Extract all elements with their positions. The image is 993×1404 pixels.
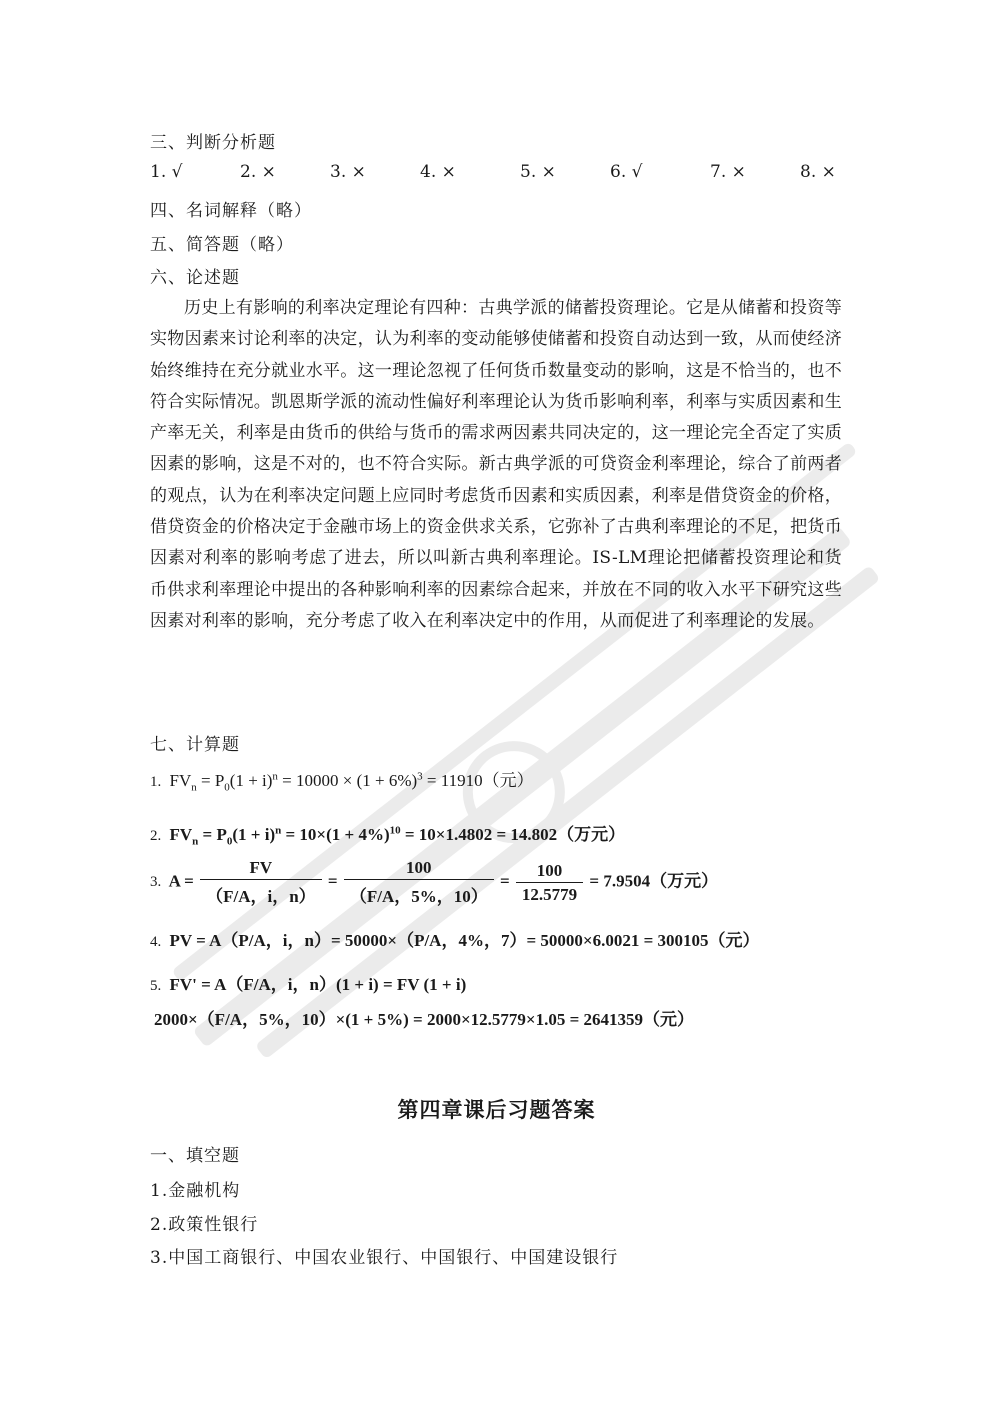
fill-answer: 2.政策性银行 (150, 1215, 259, 1235)
judgment-answer: 3. × (330, 162, 366, 182)
fill-answer: 3.中国工商银行、中国农业银行、中国银行、中国建设银行 (150, 1248, 619, 1268)
calc-number: 5. (150, 978, 162, 994)
calc-formula: FV' = A（F/A，i，n）(1 + i) = FV (1 + i) (169, 975, 467, 994)
fill-answer: 1.金融机构 (150, 1181, 241, 1201)
judgment-answers (150, 162, 845, 186)
calc-item-5-line2: 2000×（F/A，5%，10）×(1 + 5%) = 2000×12.5779×1.05 = 2641359（元） (154, 1010, 695, 1029)
calc-formula: PV = A（P/A，i，n）= 50000×（P/A，4%，7）= 50000×6.0021 = 300105（元） (169, 931, 760, 950)
calc-number: 3. (150, 874, 162, 891)
judgment-answer: 6. √ (610, 162, 643, 182)
calc-item-1 (150, 766, 534, 793)
calc-lhs: A = (168, 871, 199, 891)
calc-result: = 7.9504（万元） (585, 871, 719, 891)
judgment-answer: 5. × (520, 162, 556, 182)
judgment-answer: 1. √ (150, 162, 183, 182)
section-calc-title: 七、计算题 (150, 735, 240, 755)
section-essay-title: 六、论述题 (150, 268, 240, 288)
judgment-answer: 2. × (240, 162, 276, 182)
calc-item-2 (150, 820, 625, 847)
judgment-answer: 7. × (710, 162, 746, 182)
calc-formula: $FV_n = P_0(1 + i)^n = 10000 \times (1 + 6\%)^3 = 11910$（元） (169, 770, 534, 794)
fraction: $\frac{100}{(F/A,5\%,10)}$ (344, 858, 494, 907)
calc-number: 1. (150, 774, 162, 790)
essay-paragraph: 历史上有影响的利率决定理论有四种：古典学派的储蓄投资理论。它是从储蓄和投资等实物因素来讨论利率的决定，认为利率的变动能够使储蓄和投资自动达到一致，从而使经济始终维持在充分就业水平。这一理论忽视了任何货币数量变动的影响，这是不恰当的，也不符合实际情况。凯恩斯学派的流动性偏好利率理论认为货币影响利率，利率与实质因素和生产率无关，利率是由货币的供给与货币的需求两因素共同决定的，这一理论完全否定了实质因素的影响，这是不对的，也不符合实际。新古典学派的可贷资金利率理论，综合了前两者的观点，认为在利率决定问题上应同时考虑货币因素和实质因素，利率是借贷资金的价格，借贷资金的价格决定于金融市场上的资金供求关系，它弥补了古典利率理论的不足，把货币因素对利率的影响考虑了进去，所以叫新古典利率理论。IS-LM理论把储蓄投资理论和货币供求利率理论中提出的各种影响利率的因素综合起来，并放在不同的收入水平下研究这些因素对利率的影响，充分考虑了收入在利率决定中的作用，从而促进了利率理论的发展。 (150, 298, 842, 631)
calc-item-3: 3. A = $\frac{FV}{(F/A,i,n)}$ = $\frac{100}{(F/A,5\%,10)}$ = $\frac{100}{12.5779}$ = 7.9504（万元） (150, 858, 719, 906)
section-terms-title: 四、名词解释（略） (150, 201, 312, 221)
section-fill-title: 一、填空题 (150, 1146, 240, 1166)
calc-item-4 (150, 926, 760, 951)
section-judgment-title: 三、判断分析题 (150, 133, 276, 153)
fraction: $\frac{100}{12.5779}$ (516, 861, 583, 905)
calc-item-5 (150, 970, 466, 995)
judgment-answer: 4. × (420, 162, 456, 182)
fraction: $\frac{FV}{(F/A,i,n)}$ (200, 858, 322, 907)
chapter-title: 第四章课后习题答案 (397, 1097, 596, 1122)
judgment-answer: 8. × (800, 162, 836, 182)
calc-number: 2. (150, 828, 162, 844)
calc-number: 4. (150, 934, 162, 950)
section-short-answer-title: 五、简答题（略） (150, 235, 294, 255)
calc-formula: $FV_n = P_0(1 + i)^n = 10\times(1 + 4\%)^{10} = 10\times 1.4802 = 14.802$（万元） (169, 824, 626, 848)
